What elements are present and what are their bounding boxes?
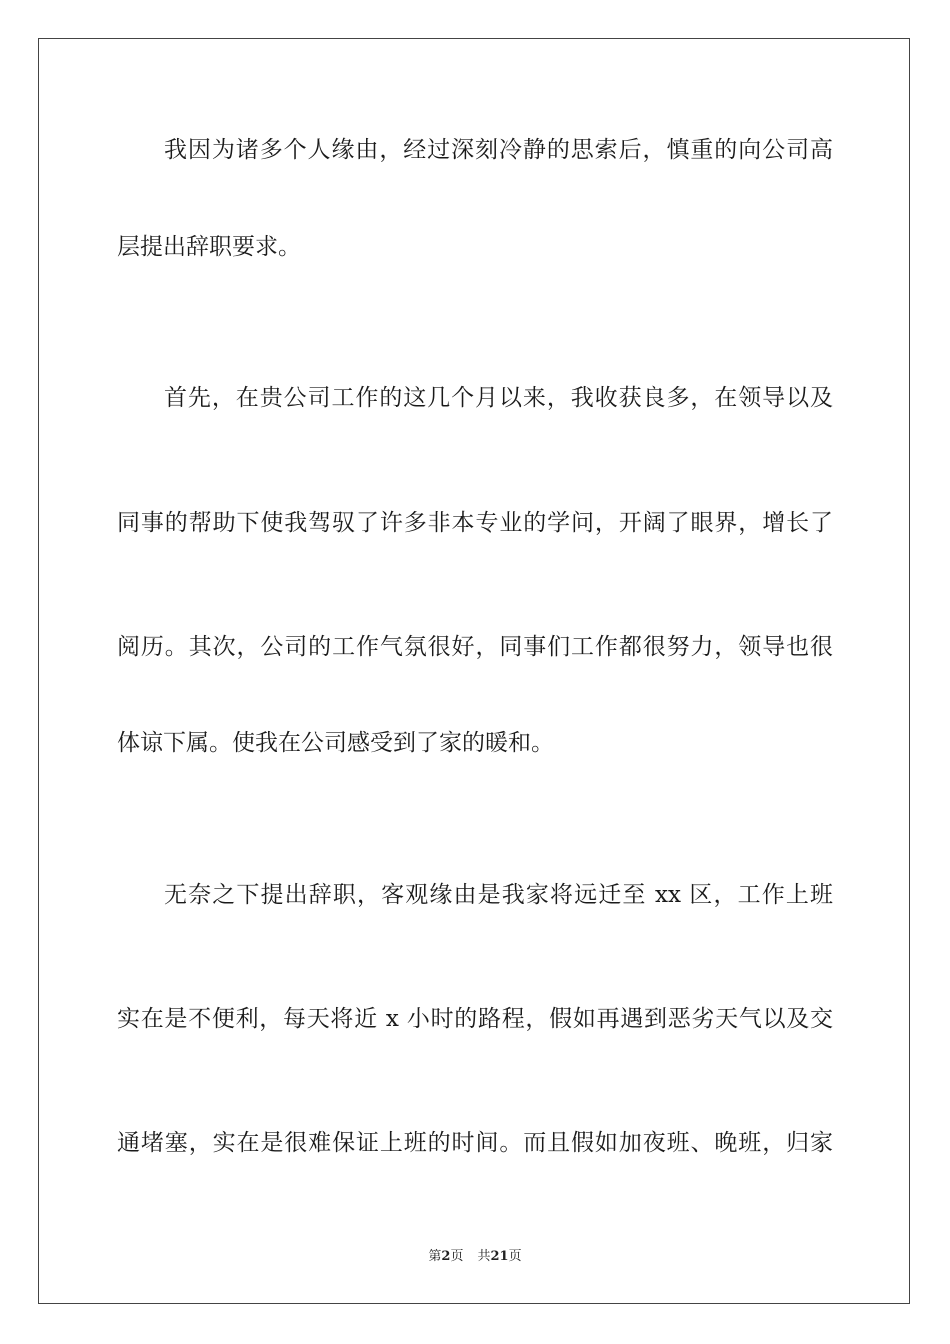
page-prefix: 第 bbox=[428, 1249, 442, 1264]
paragraph-2-line-3: 阅历。其次，公司的工作气氛很好，同事们工作都很努力，领导也很 bbox=[117, 634, 833, 660]
total-prefix: 共 bbox=[477, 1249, 491, 1264]
paragraph-3-line-3: 通堵塞，实在是很难保证上班的时间。而且假如加夜班、晚班，归家 bbox=[117, 1130, 833, 1156]
paragraph-2-line-1: 首先，在贵公司工作的这几个月以来，我收获良多，在领导以及 bbox=[164, 385, 833, 411]
page-border bbox=[38, 38, 910, 1304]
total-pages: 21 bbox=[490, 1249, 509, 1264]
paragraph-2-line-2: 同事的帮助下使我驾驭了许多非本专业的学问，开阔了眼界，增长了 bbox=[117, 510, 833, 536]
page-number: 2 bbox=[441, 1249, 451, 1264]
paragraph-1-line-1: 我因为诸多个人缘由，经过深刻冷静的思索后，慎重的向公司高 bbox=[164, 137, 833, 163]
paragraph-3-line-2: 实在是不便利，每天将近 x 小时的路程，假如再遇到恶劣天气以及交 bbox=[117, 1006, 833, 1032]
total-suffix: 页 bbox=[508, 1249, 522, 1264]
page-suffix: 页 bbox=[450, 1249, 464, 1264]
paragraph-2-line-4: 体谅下属。使我在公司感受到了家的暖和。 bbox=[117, 730, 554, 756]
page-footer bbox=[0, 1248, 950, 1266]
paragraph-3-line-1: 无奈之下提出辞职，客观缘由是我家将远迁至 xx 区，工作上班 bbox=[164, 882, 833, 908]
paragraph-1-line-2: 层提出辞职要求。 bbox=[117, 234, 301, 260]
